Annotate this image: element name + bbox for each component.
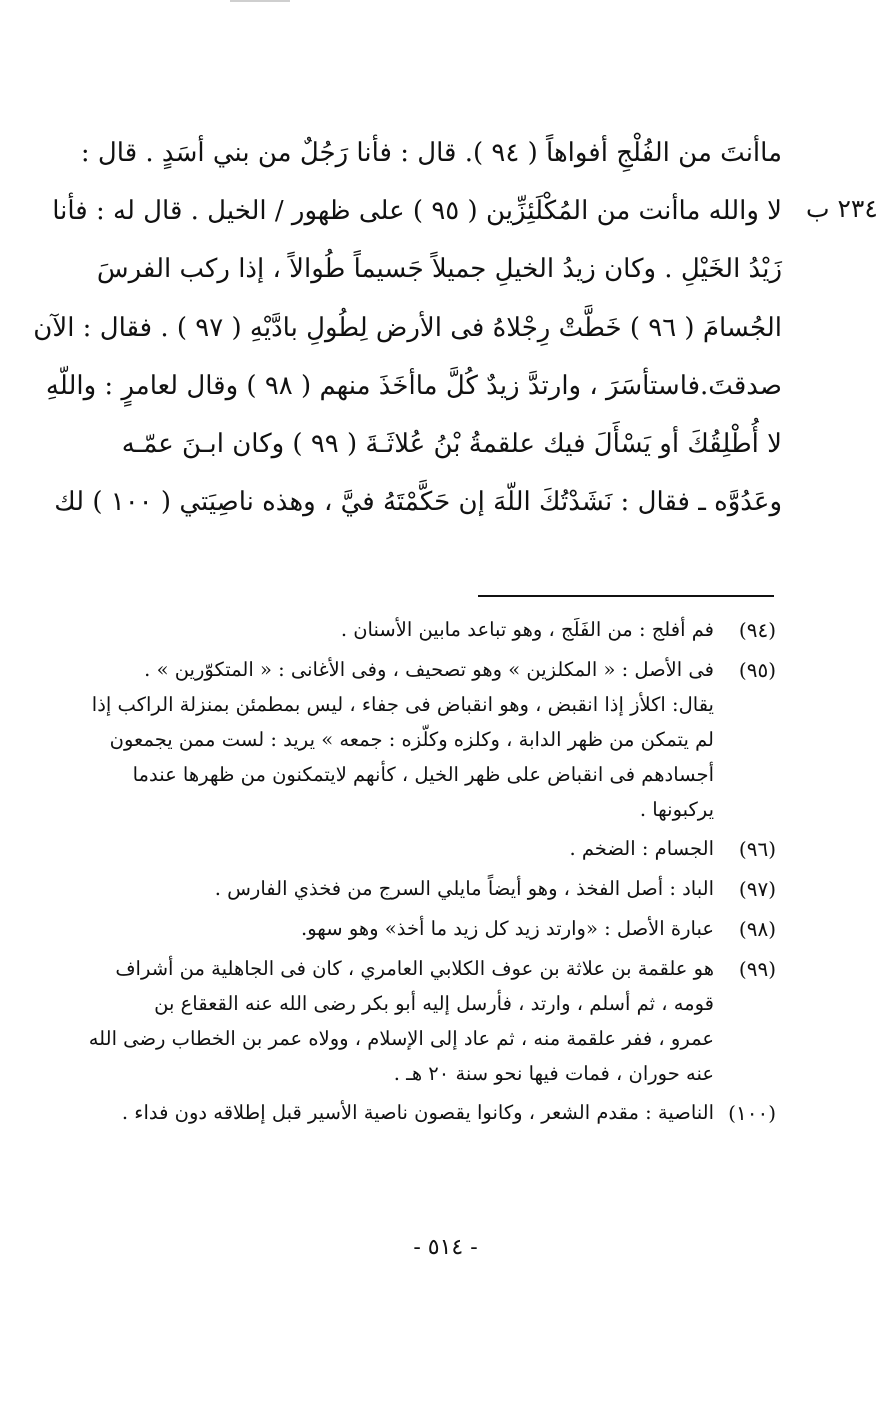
footnote (70, 871, 776, 907)
footnote-number: (٩٩) (738, 957, 776, 981)
main-text-line: الجُسامَ ( ٩٦ ) خَطَّتْ رِجْلاهُ فى الأرض لِطُولِ بادَّيْهِ ( ٩٧ ) . فقال : الآن (33, 312, 782, 343)
main-text-line: لا والله ماأنت من المُكْلَئِزِّين ( ٩٥ ) على ظهور / الخيل . قال له : فأنا (52, 196, 782, 227)
footnote-number: (٩٧) (738, 877, 776, 901)
footnote-line: الناصية : مقدم الشعر ، وكانوا يقصون ناصية الأسير قبل إطلاقه دون فداء . (121, 1101, 714, 1124)
footnote-body (70, 871, 714, 906)
footnote-number: (٩٤) (738, 618, 776, 642)
footnote-number: (٩٥) (738, 658, 776, 682)
footnote-line: أجسادهم فى انقباض على ظهر الخيل ، كأنهم لايتمكنون من ظهرها عندما (132, 763, 714, 786)
margin-folio-note: ٢٣٤ ب (806, 194, 878, 223)
main-text-line: ماأنتَ من الفُلْجِ أفواهاً ( ٩٤ ). قال : فأنا رَجُلٌ من بني أسَدٍ . قال : (80, 138, 782, 168)
footnote-body (70, 911, 714, 946)
footnote-line: يركبونها . (639, 798, 714, 821)
footnote-body (70, 652, 714, 827)
footnote-number: (٩٦) (738, 837, 776, 861)
footnote-body (70, 1095, 714, 1130)
footnote-line: عنه حوران ، فمات فيها نحو سنة ٢٠ هـ . (393, 1062, 714, 1085)
footnote-line: عبارة الأصل : «وارتد زيد كل زيد ما أخذ» وهو سهو. (301, 917, 714, 940)
footnote (70, 1095, 776, 1131)
footnote (70, 612, 776, 648)
footnote-line: الجسام : الضخم . (569, 837, 714, 860)
footnotes (70, 612, 776, 1135)
main-text-line: وعَدُوَّه ـ فقال : نَشَدْتُكَ اللّهَ إن حَكَّمْتَهُ فيَّ ، وهذه ناصِيَتي ( ١٠٠ ) لك (54, 487, 782, 518)
footnote-line: فى الأصل : « المكلزين » وهو تصحيف ، وفى الأغانى : « المتكوّرين » . (144, 658, 714, 681)
main-text-line: زَيْدُ الخَيْلِ . وكان زيدُ الخيلِ جميلاً جَسيماً طُوالاً ، إذا ركب الفرسَ (96, 254, 782, 285)
footnote-line: عمرو ، ففر علقمة منه ، ثم عاد إلى الإسلام ، وولاه عمر بن الخطاب رضى الله (88, 1027, 714, 1050)
footnote (70, 831, 776, 867)
footnote-body (70, 831, 714, 866)
footnote (70, 951, 776, 1091)
footnote-line: يقال: اكلأز إذا انقبض ، وهو انقباض فى جفاء ، ليس بمطمئن بمنزلة الراكب إذا (91, 693, 714, 716)
footnote-line: لم يتمكن من ظهر الدابة ، وكلزه وكلّزه : جمعه » يريد : لست ممن يجمعون (109, 728, 714, 751)
footnote-body (70, 951, 714, 1091)
footnote (70, 652, 776, 827)
footnote-separator (478, 595, 774, 597)
footnote-line: الباد : أصل الفخذ ، وهو أيضاً مايلي السرج من فخذي الفارس . (214, 877, 714, 900)
footnote-line: فم أفلج : من الفَلَج ، وهو تباعد مابين الأسنان . (340, 618, 714, 641)
main-text-line: صدقتَ.فاستأسَرَ ، وارتدَّ زيدٌ كُلَّ ماأخَذَ منهم ( ٩٨ ) وقال لعامرٍ : واللّهِ (45, 370, 782, 401)
footnote-body (70, 612, 714, 647)
main-text (33, 124, 782, 531)
main-text-line: لا أُطْلِقُكَ أو يَسْأَلَ فيك علقمةُ بْنُ عُلاثَـةَ ( ٩٩ ) وكان ابـنَ عمّـه (121, 428, 782, 459)
top-edge-mark (230, 0, 290, 2)
page-number: - ٥١٤ - (413, 1235, 478, 1260)
footnote-line: هو علقمة بن علاثة بن عوف الكلابي العامري ، كان فى الجاهلية من أشراف (115, 957, 714, 980)
footnote-line: قومه ، ثم أسلم ، وارتد ، فأرسل إليه أبو بكر رضى الله عنه القعقاع بن (154, 992, 714, 1015)
footnote-number: (١٠٠) (728, 1101, 776, 1125)
footnote (70, 911, 776, 947)
footnote-number: (٩٨) (738, 917, 776, 941)
